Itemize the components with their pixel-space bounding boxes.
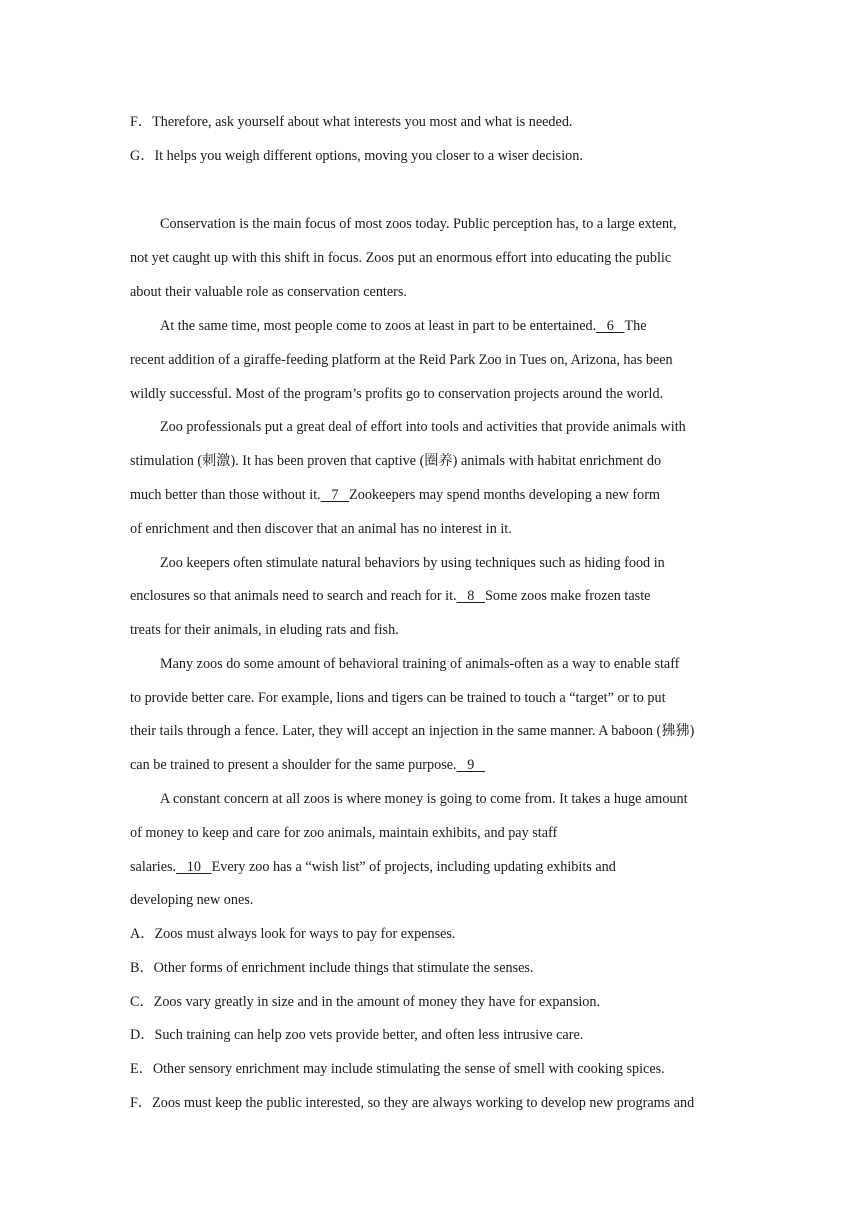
paragraph-2-line-3: wildly successful. Most of the program’s profits go to conservation projects around the world.	[130, 386, 664, 402]
blank-9: 9	[456, 757, 485, 773]
sentence-text: salaries.	[130, 859, 177, 875]
paragraph-1-line-1: Conservation is the main focus of most zoos today. Public perception has, to a large extent,	[160, 216, 677, 232]
option-b	[130, 959, 533, 977]
option-a	[130, 925, 455, 943]
blank-7: 7	[320, 487, 350, 503]
option-letter: B．	[130, 960, 154, 976]
paragraph-4-line-3: treats for their animals, in eluding rats and fish.	[130, 622, 399, 638]
blank-6: 6	[596, 318, 625, 334]
option-text: Other sensory enrichment may include stimulating the sense of smell with cooking spices.	[152, 1061, 665, 1077]
paragraph-3-line-1: Zoo professionals put a great deal of effort into tools and activities that provide animals with	[160, 419, 686, 435]
paragraph-6-line-4: developing new ones.	[130, 892, 254, 908]
option-letter: D．	[130, 1027, 155, 1043]
option-letter: F．	[130, 1095, 153, 1111]
paragraph-6-line-3	[130, 858, 616, 876]
paragraph-6-line-2: of money to keep and care for zoo animals, maintain exhibits, and pay staff	[130, 825, 558, 841]
paragraph-3-line-3	[130, 486, 660, 504]
blank-10: 10	[176, 859, 212, 875]
sentence-text: The	[624, 318, 647, 334]
sentence-text: At the same time, most people come to zoos at least in part to be entertained.	[160, 318, 597, 334]
sentence-text: Zookeepers may spend months developing a new form	[349, 487, 660, 503]
sentence-text: much better than those without it.	[130, 487, 321, 503]
option-d	[130, 1026, 583, 1044]
option-text: It helps you weigh different options, moving you closer to a wiser decision.	[154, 148, 583, 164]
option-f	[130, 1094, 694, 1112]
paragraph-4-line-1: Zoo keepers often stimulate natural behaviors by using techniques such as hiding food in	[160, 555, 665, 571]
option-letter: A．	[130, 926, 155, 942]
option-text: Zoos must always look for ways to pay for expenses.	[154, 926, 456, 942]
paragraph-2-line-2: recent addition of a giraffe-feeding platform at the Reid Park Zoo in Tues on, Arizona, has been	[130, 352, 673, 368]
option-g-prev	[130, 147, 583, 165]
option-text: Other forms of enrichment include things that stimulate the senses.	[153, 960, 534, 976]
paragraph-5-line-3: their tails through a fence. Later, they will accept an injection in the same manner. A baboon (狒狒)	[130, 723, 695, 739]
option-text: Zoos vary greatly in size and in the amount of money they have for expansion.	[153, 994, 601, 1010]
sentence-text: can be trained to present a shoulder for the same purpose.	[130, 757, 457, 773]
paragraph-6-line-1: A constant concern at all zoos is where money is going to come from. It takes a huge amount	[160, 791, 688, 807]
paragraph-3-line-4: of enrichment and then discover that an animal has no interest in it.	[130, 521, 512, 537]
sentence-text: Some zoos make frozen taste	[484, 588, 651, 604]
paragraph-1-line-2: not yet caught up with this shift in focus. Zoos put an enormous effort into educating the public	[130, 250, 672, 266]
option-text: Such training can help zoo vets provide better, and often less intrusive care.	[154, 1027, 584, 1043]
sentence-text: Every zoo has a “wish list” of projects, including updating exhibits and	[211, 859, 616, 875]
paragraph-5-line-1: Many zoos do some amount of behavioral training of animals-often as a way to enable staff	[160, 656, 680, 672]
option-letter: F．	[130, 114, 153, 130]
option-c	[130, 993, 600, 1011]
paragraph-3-line-2: stimulation (刺激). It has been proven that captive (圈养) animals with habitat enrichment do	[130, 453, 662, 469]
option-letter: G．	[130, 148, 155, 164]
option-text: Therefore, ask yourself about what interests you most and what is needed.	[152, 114, 573, 130]
option-f-prev	[130, 113, 572, 131]
paragraph-2-line-1	[160, 317, 647, 335]
blank-8: 8	[456, 588, 485, 604]
paragraph-1-line-3: about their valuable role as conservation centers.	[130, 284, 407, 300]
paragraph-5-line-4	[130, 756, 485, 774]
sentence-text: enclosures so that animals need to search and reach for it.	[130, 588, 457, 604]
paragraph-4-line-2	[130, 587, 650, 605]
option-letter: E．	[130, 1061, 153, 1077]
option-letter: C．	[130, 994, 154, 1010]
option-e	[130, 1060, 665, 1078]
paragraph-5-line-2: to provide better care. For example, lions and tigers can be trained to touch a “target” or to put	[130, 690, 666, 706]
option-text: Zoos must keep the public interested, so they are always working to develop new programs and	[152, 1095, 695, 1111]
